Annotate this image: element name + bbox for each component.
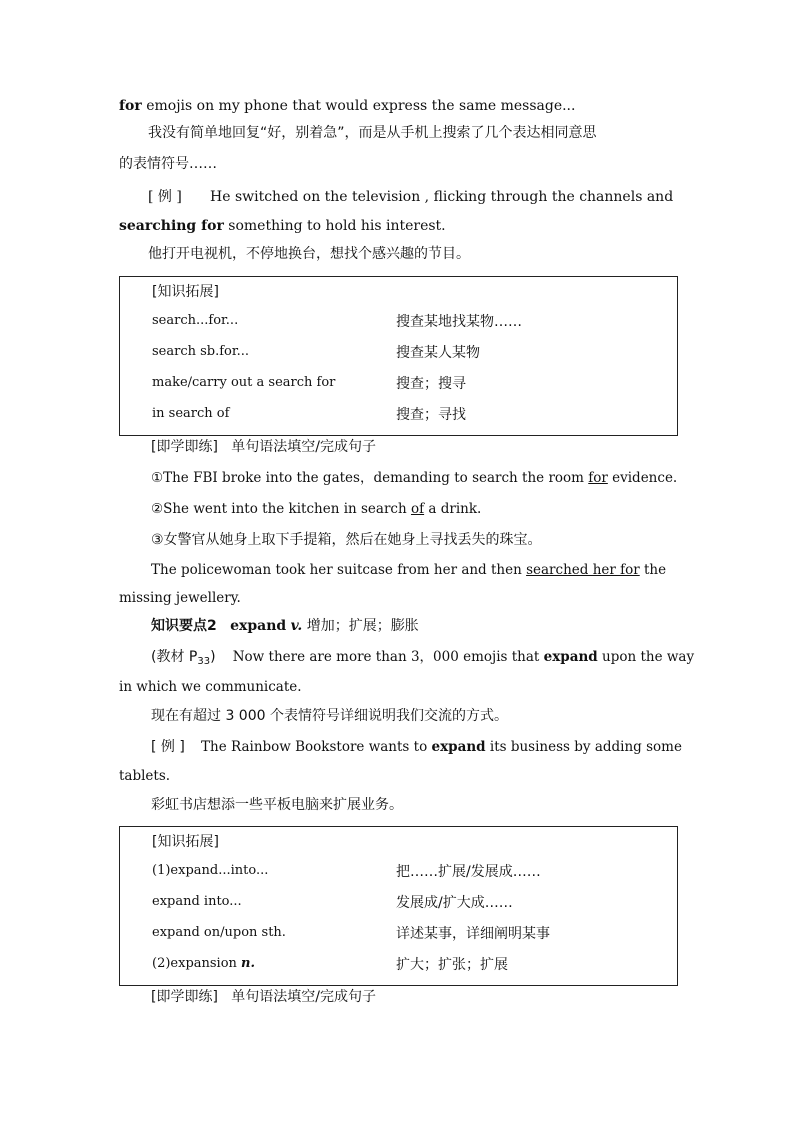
question-3-english: [151, 561, 666, 579]
phrase: (1)expand...into...: [152, 863, 269, 878]
text: upon the way: [597, 649, 695, 665]
chinese-line: 的表情符号……: [119, 156, 217, 172]
practice-subtitle: 单句语法填空/完成句子: [231, 439, 377, 455]
bold-phrase: for: [119, 98, 142, 114]
chinese-line: 我没有简单地回复“好，别着急”，而是从手机上搜索了几个表达相同意思: [148, 125, 597, 141]
point-word: expand: [230, 618, 287, 634]
question-text: the: [639, 562, 667, 578]
question-text: ①The FBI broke into the gates，demanding to search the room: [151, 470, 589, 486]
box-title: [知识拓展]: [152, 834, 219, 850]
phrase: (2)expansion n.: [152, 956, 256, 971]
chinese-translation: 他打开电视机，不停地换台，想找个感兴趣的节目。: [148, 246, 470, 262]
phrase: in search of: [152, 406, 230, 421]
text: emojis on my phone that would express the same message...: [141, 98, 576, 114]
text: The Rainbow Bookstore wants to: [201, 739, 432, 755]
example-translation: 彩虹书店想添一些平板电脑来扩展业务。: [151, 797, 403, 813]
text: Now there are more than 3，000 emojis that: [232, 649, 544, 665]
example-line: [148, 188, 674, 206]
practice-title: [即学即练]: [151, 989, 218, 1005]
knowledge-box: [119, 826, 678, 986]
textbook-source: (教材 $P_{33}$): [151, 649, 216, 667]
question-1: [151, 469, 677, 487]
knowledge-point-heading: [151, 617, 419, 635]
question-3-english-cont: missing jewellery.: [119, 590, 241, 606]
box-title: [知识拓展]: [152, 284, 219, 300]
bold-word: expand: [543, 649, 598, 665]
meaning: 详述某事，详细阐明某事: [396, 926, 550, 942]
question-2: [151, 500, 481, 518]
example-line: [119, 217, 446, 235]
bold-word: expand: [431, 739, 486, 755]
meaning: 搜查某地找某物……: [396, 314, 522, 330]
practice-title: [即学即练]: [151, 439, 218, 455]
answer: searched her for: [526, 562, 640, 578]
textbook-line-cont: in which we communicate.: [119, 679, 302, 695]
knowledge-box: [119, 276, 678, 436]
example-tag: [ 例 ]: [151, 739, 185, 755]
meaning: 扩大；扩张；扩展: [396, 957, 508, 973]
part-of-speech: v.: [290, 618, 303, 634]
meaning: 搜查某人某物: [396, 345, 480, 361]
meaning: 搜查；搜寻: [396, 376, 466, 392]
textbook-translation: 现在有超过 3 000 个表情符号详细说明我们交流的方式。: [151, 708, 508, 724]
practice-heading: [151, 988, 376, 1006]
question-text: ②She went into the kitchen in search: [151, 501, 411, 517]
meaning: 把……扩展/发展成……: [396, 864, 541, 880]
question-text: a drink.: [424, 501, 482, 517]
textbook-line: [151, 648, 694, 671]
example-line-cont: tablets.: [119, 768, 171, 784]
practice-heading: [151, 438, 376, 456]
answer: of: [410, 501, 425, 517]
example-line: [151, 738, 682, 756]
phrase: expand into...: [152, 894, 242, 909]
text: its business by adding some: [485, 739, 682, 755]
bold-phrase: searching for: [119, 218, 224, 234]
phrase: search...for...: [152, 313, 239, 328]
phrase: make/carry out a search for: [152, 375, 336, 390]
meaning: 发展成/扩大成……: [396, 895, 513, 911]
question-3: ③女警官从她身上取下手提箱，然后在她身上寻找丢失的珠宝。: [151, 532, 542, 548]
example-tag: [ 例 ]: [148, 189, 182, 205]
point-label: 知识要点2: [151, 618, 217, 634]
question-text: evidence.: [607, 470, 678, 486]
question-text: The policewoman took her suitcase from her and then: [151, 562, 527, 578]
phrase: expand on/upon sth.: [152, 925, 286, 940]
paragraph-line: [119, 97, 575, 115]
practice-subtitle: 单句语法填空/完成句子: [231, 989, 377, 1005]
text: something to hold his interest.: [223, 218, 446, 234]
answer: for: [588, 470, 608, 486]
meaning: 搜查；寻找: [396, 407, 466, 423]
example-text: He switched on the television , flicking through the channels and: [210, 189, 674, 205]
point-meaning: 增加；扩展；膨胀: [306, 618, 419, 634]
phrase: search sb.for...: [152, 344, 250, 359]
